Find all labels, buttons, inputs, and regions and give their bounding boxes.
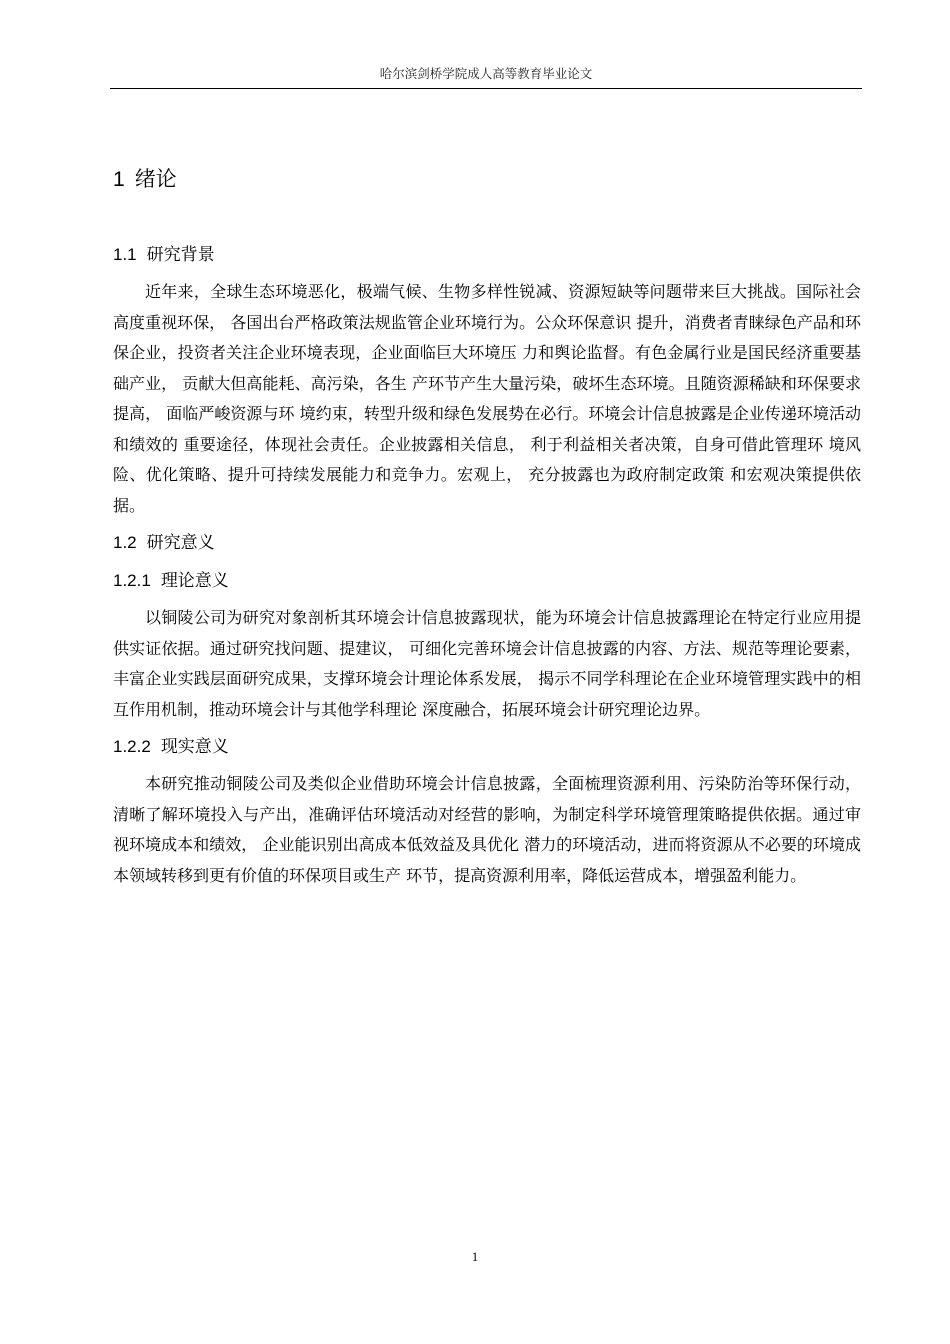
chapter-title: 绪论 (134, 167, 177, 191)
section-number: 1.2 (113, 533, 137, 552)
section-title: 现实意义 (160, 737, 229, 757)
section-heading-1-2-1 (113, 565, 861, 597)
chapter-heading (113, 158, 861, 201)
document-body (113, 158, 861, 891)
section-heading-1-2 (113, 527, 861, 559)
header-title: 哈尔滨剑桥学院成人高等教育毕业论文 (379, 66, 593, 81)
section-title: 理论意义 (160, 571, 229, 591)
section-number: 1.2.1 (113, 571, 151, 590)
section-heading-1-1 (113, 239, 861, 271)
paragraph-research-background: 近年来，全球生态环境恶化，极端气候、生物多样性锐减、资源短缺等问题带来巨大挑战。国际社会高度重视环保， 各国出台严格政策法规监管企业环境行为。公众环保意识 提升，消费者青睐绿色产品和环保企业，投资者关注企业环境表现，企业面临巨大环境压 力和舆论监督。有色金属行业是国民经济重要基础产业， 贡献大但高能耗、高污染，各生 产环节产生大量污染，破坏生态环境。且随资源稀缺和环保要求提高， 面临严峻资源与环 境约束，转型升级和绿色发展势在必行。环境会计信息披露是企业传递环境活动和绩效的 重要途径，体现社会责任。企业披露相关信息， 利于利益相关者决策，自身可借此管理环 境风险、优化策略、提升可持续发展能力和竞争力。宏观上， 充分披露也为政府制定政策 和宏观决策提供依据。 (113, 282, 861, 515)
section-title: 研究意义 (146, 533, 215, 553)
paragraph-practical-significance: 本研究推动铜陵公司及类似企业借助环境会计信息披露，全面梳理资源利用、污染防治等环保行动，清晰了解环境投入与产出，准确评估环境活动对经营的影响，为制定科学环境管理策略提供依据。通过审视环境成本和绩效， 企业能识别出高成本低效益及具优化 潜力的环境活动，进而将资源从不必要的环境成本领域转移到更有价值的环保项目或生产 环节，提高资源利用率，降低运营成本，增强盈利能力。 (113, 774, 861, 885)
section-number: 1.2.2 (113, 737, 151, 756)
chapter-number: 1 (113, 168, 125, 191)
page-number: 1 (471, 1250, 479, 1264)
section-number: 1.1 (113, 245, 137, 264)
paragraph-theoretical-significance: 以铜陵公司为研究对象剖析其环境会计信息披露现状，能为环境会计信息披露理论在特定行业应用提供实证依据。通过研究找问题、提建议， 可细化完善环境会计信息披露的内容、方法、规范等理论要素， 丰富企业实践层面研究成果，支撑环境会计理论体系发展， 揭示不同学科理论在企业环境管理实践中的相互作用机制，推动环境会计与其他学科理论 深度融合，拓展环境会计研究理论边界。 (113, 608, 861, 719)
page-header (110, 66, 862, 89)
section-title: 研究背景 (146, 245, 215, 265)
section-heading-1-2-2 (113, 731, 861, 763)
